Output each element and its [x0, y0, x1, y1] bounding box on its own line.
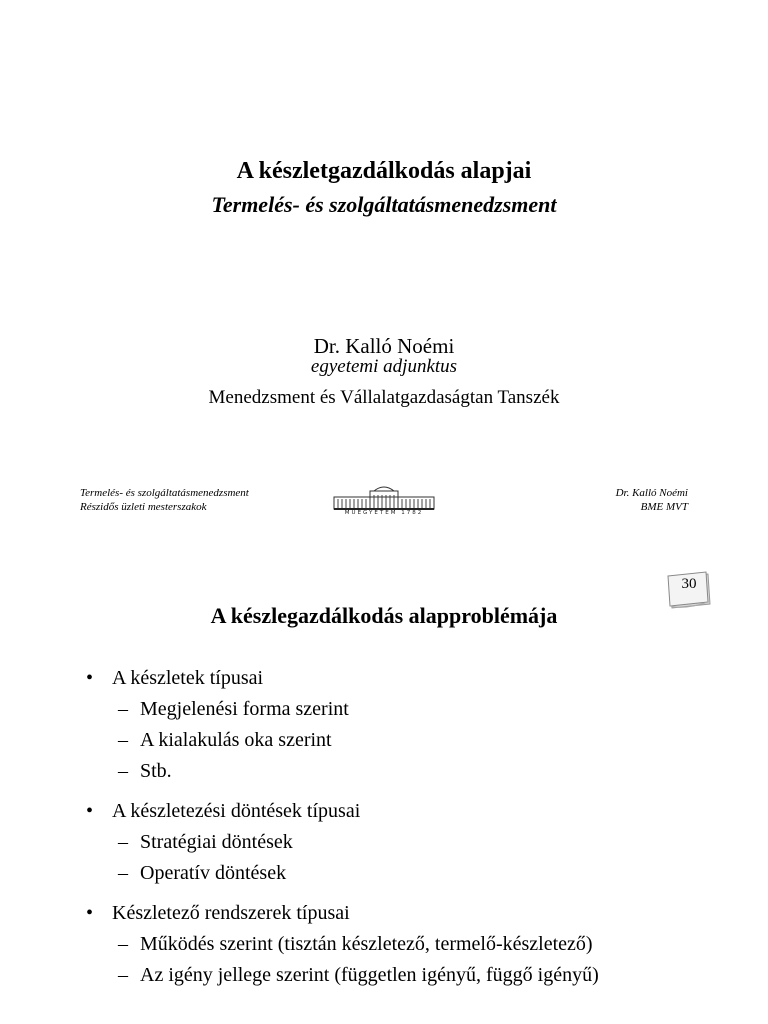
- bullet-group: [86, 663, 599, 787]
- list-item: [86, 663, 599, 694]
- sub-list-item: [86, 858, 599, 889]
- sub-list-item: [86, 929, 599, 960]
- author-name: Dr. Kalló Noémi: [313, 334, 455, 358]
- sub-list-item-text: Működés szerint (tisztán készletező, termelő-készletező): [140, 933, 593, 955]
- dash-icon: –: [118, 933, 128, 955]
- bullet-icon: •: [86, 800, 94, 822]
- list-item: [86, 796, 599, 827]
- footer-author-info: [616, 486, 688, 514]
- sub-list-item: [86, 756, 599, 787]
- logo-caption: MŰEGYETEM 1782: [344, 510, 424, 516]
- bullet-list: [86, 663, 599, 1000]
- section-title: A készlegazdálkodás alapproblémája: [210, 603, 558, 628]
- list-item-text: A készletezési döntések típusai: [112, 800, 361, 822]
- dash-icon: –: [118, 831, 128, 853]
- sub-list-item-text: Stratégiai döntések: [140, 831, 293, 853]
- sub-list-item-text: A kialakulás oka szerint: [140, 729, 332, 751]
- sub-list-item-text: Megjelenési forma szerint: [140, 698, 349, 720]
- list-item-text: A készletek típusai: [112, 667, 264, 689]
- sub-list-item: [86, 827, 599, 858]
- sub-list-item-text: Az igény jellege szerint (független igényű, függő igényű): [140, 964, 599, 986]
- dash-icon: –: [118, 862, 128, 884]
- dash-icon: –: [118, 729, 128, 751]
- department-name: Menedzsment és Vállalatgazdaságtan Tanszék: [208, 387, 560, 408]
- slide-title: A készletgazdálkodás alapjai: [236, 158, 532, 184]
- page-number: 30: [681, 576, 697, 592]
- sub-list-item: [86, 960, 599, 991]
- footer-course-info: [80, 486, 249, 514]
- footer-program-name: Részidős üzleti mesterszakok: [80, 501, 207, 513]
- dash-icon: –: [118, 698, 128, 720]
- dash-icon: –: [118, 964, 128, 986]
- footer-institution: BME MVT: [640, 501, 688, 513]
- bullet-icon: •: [86, 902, 94, 924]
- footer-course-name: Termelés- és szolgáltatásmenedzsment: [80, 487, 249, 499]
- sub-list-item: [86, 694, 599, 725]
- slide-subtitle: Termelés- és szolgáltatásmenedzsment: [211, 192, 557, 217]
- list-item: [86, 898, 599, 929]
- sub-list-item-text: Stb.: [140, 760, 172, 782]
- sub-list-item-text: Operatív döntések: [140, 862, 287, 884]
- list-item-text: Készletező rendszerek típusai: [112, 902, 350, 924]
- bullet-group: [86, 796, 599, 889]
- bullet-group: [86, 898, 599, 991]
- footer-author-name: Dr. Kalló Noémi: [615, 487, 688, 499]
- sub-list-item: [86, 725, 599, 756]
- dash-icon: –: [118, 760, 128, 782]
- bullet-icon: •: [86, 667, 94, 689]
- author-role: egyetemi adjunktus: [310, 356, 458, 377]
